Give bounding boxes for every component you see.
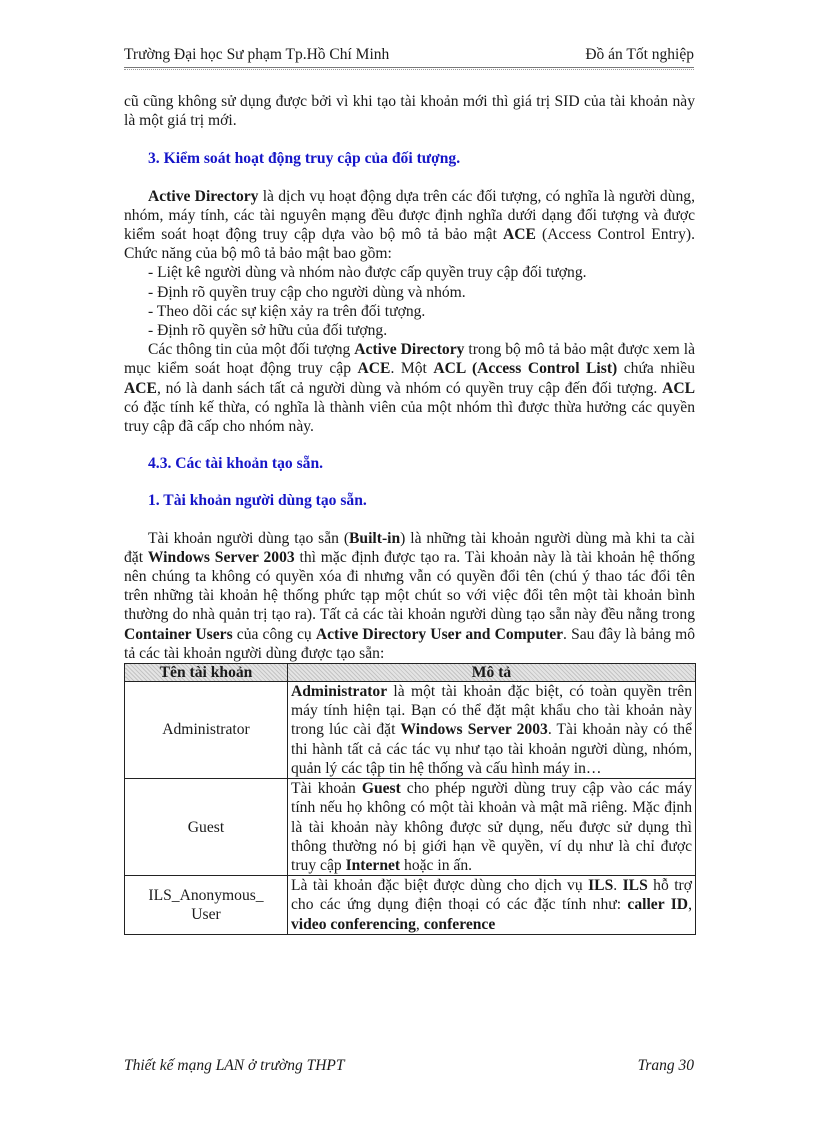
- text-run: cho phép người dùng truy cập vào các máy tính nếu họ không có một tài khoản và mật mã riêng. Mặc định là tài khoản này không được sử dụng, nếu được sử dụng thì thông thường nó bị giới hạn về quyền, ví dụ như là chỉ được truy cập: [291, 780, 693, 874]
- column-header-account-name: Tên tài khoản: [125, 664, 288, 682]
- text-bold: Windows Server 2003: [147, 548, 295, 566]
- text-bold: ACL: [662, 379, 695, 397]
- bullet-item: - Định rõ quyền truy cập cho người dùng và nhóm.: [148, 283, 466, 301]
- text-bold: Windows Server 2003: [400, 721, 548, 739]
- text-run: có đặc tính kế thừa, có nghĩa là thành viên của một nhóm thì được thừa hưởng các quyền truy cập đã cấp cho nhóm này.: [124, 398, 695, 436]
- text-bold: ILS: [588, 877, 614, 895]
- text-bold: Administrator: [291, 683, 388, 701]
- text-bold: video conferencing: [291, 915, 416, 933]
- text-ace: ACE: [502, 226, 536, 244]
- text-run: là dịch vụ hoạt động dựa trên các đối tượng, có nghĩa là người dùng, nhóm, máy tính, các tài nguyên mạng đều được định nghĩa dưới dạng đối tượng và được kiểm soát hoạt động truy cập dựa vào bộ mô tả bảo mật: [124, 187, 695, 244]
- account-description-cell: [288, 682, 696, 779]
- text-run: Các thông tin của một đối tượng: [148, 341, 355, 359]
- header-institution: Trường Đại học Sư phạm Tp.Hồ Chí Minh: [124, 46, 390, 63]
- text-run: (Access Control Entry). Chức năng của bộ mô tả bảo mật bao gồm:: [124, 226, 695, 263]
- table-row: [125, 779, 696, 876]
- text-bold: Active Directory User and Computer: [315, 625, 564, 643]
- account-description-cell: [288, 779, 696, 876]
- section-3-paragraph-2: [124, 340, 695, 436]
- section-1-heading: 1. Tài khoản người dùng tạo sẵn.: [148, 492, 367, 510]
- account-name-cell: ILS_Anonymous_ User: [125, 876, 288, 935]
- text-bold: Active Directory: [354, 341, 465, 359]
- page-body: [124, 92, 695, 935]
- text-run: .: [613, 877, 623, 895]
- column-header-description: Mô tả: [288, 664, 696, 682]
- text-bold: Internet: [345, 856, 401, 874]
- text-run: . Sau đây là bảng mô tả các tài khoản người dùng được tạo sẵn:: [124, 625, 695, 662]
- page-header: [124, 46, 694, 68]
- text-run: . Một: [390, 360, 434, 378]
- bullet-item: - Liệt kê người dùng và nhóm nào được cấp quyền truy cập đối tượng.: [148, 264, 587, 282]
- text-run: thì mặc định được tạo ra. Tài khoản này là tài khoản hệ thống nên chúng ta không có quyền xóa đi nhưng vẫn có quyền đổi tên (chú ý thao tác đổi tên trên những tài khoản hệ thống phức tạp một chút so với việc đổi tên một tài khoản bình thường do nhà quản trị tạo ra). Tất cả các tài khoản người dùng tạo sẵn này đều nằng trong: [124, 548, 695, 624]
- section-3-heading: 3. Kiểm soát hoạt động truy cập của đối tượng.: [148, 150, 461, 168]
- text-run: hỗ trợ cho các ứng dụng điện thoại có các đặc tính như:: [291, 877, 692, 914]
- intro-paragraph: cũ cũng không sử dụng được bởi vì khi tạo tài khoản mới thì giá trị SID của tài khoản này là một giá trị mới.: [124, 93, 695, 130]
- bullet-item: - Định rõ quyền sở hữu của đối tượng.: [148, 322, 388, 340]
- text-bold: Built-in: [349, 529, 401, 547]
- text-bold: conference: [423, 915, 496, 933]
- text-bold: ILS: [622, 877, 648, 895]
- text-run: ,: [415, 915, 424, 933]
- text-run: ,: [688, 896, 692, 914]
- table-row: [125, 876, 696, 935]
- bullet-item: - Theo dõi các sự kiện xảy ra trên đối tượng.: [148, 302, 426, 320]
- header-doc-type: Đồ án Tốt nghiệp: [585, 46, 694, 63]
- text-run: của công cụ: [232, 625, 316, 643]
- account-name-cell: Administrator: [125, 682, 288, 779]
- text-run: là một tài khoản đặc biệt, có toàn quyền trên máy tính hiện tại. Bạn có thể đặt mật khẩu cho tài khoản này trong lúc cài đặt: [291, 683, 692, 739]
- text-run: Là tài khoản đặc biệt được dùng cho dịch vụ: [291, 877, 589, 895]
- section-4-3-heading: 4.3. Các tài khoản tạo sẵn.: [148, 455, 324, 473]
- text-run: . Tài khoản này có thể thi hành tất cả các tác vụ như tạo tài khoản người dùng, nhóm, quản lý các tập tin hệ thống và cấu hình máy in…: [291, 721, 692, 777]
- text-bold: Guest: [361, 780, 401, 798]
- section-1-paragraph: [124, 529, 695, 663]
- text-bold: Container Users: [124, 625, 233, 643]
- account-name-cell: Guest: [125, 779, 288, 876]
- text-run: Tài khoản: [291, 780, 362, 798]
- text-bold: ACL (Access Control List): [433, 360, 618, 378]
- text-run: trong bộ mô tả bảo mật được xem là mục kiểm soát hoạt động truy cập: [124, 341, 695, 378]
- text-run: Tài khoản người dùng tạo sẵn (: [148, 529, 350, 547]
- page-number: Trang 30: [637, 1057, 694, 1074]
- page-footer: [124, 1057, 694, 1075]
- section-3-paragraph-1: [124, 187, 695, 264]
- text-bold: ACE: [357, 360, 391, 378]
- text-bold: ACE: [124, 379, 157, 397]
- built-in-accounts-table: [124, 663, 696, 935]
- text-run: hoặc in ấn.: [400, 856, 473, 874]
- text-active-directory: Active Directory: [148, 187, 259, 205]
- table-row: [125, 682, 696, 779]
- text-run: , nó là danh sách tất cả người dùng và nhóm có quyền truy cập đến đối tượng.: [156, 379, 663, 397]
- text-run: chứa nhiều: [617, 360, 695, 378]
- table-header-row: [125, 664, 696, 682]
- text-bold: caller ID: [627, 896, 689, 914]
- footer-title: Thiết kế mạng LAN ở trường THPT: [124, 1057, 345, 1074]
- account-description-cell: [288, 876, 696, 935]
- text-run: ) là những tài khoản người dùng mà khi ta cài đặt: [124, 529, 695, 566]
